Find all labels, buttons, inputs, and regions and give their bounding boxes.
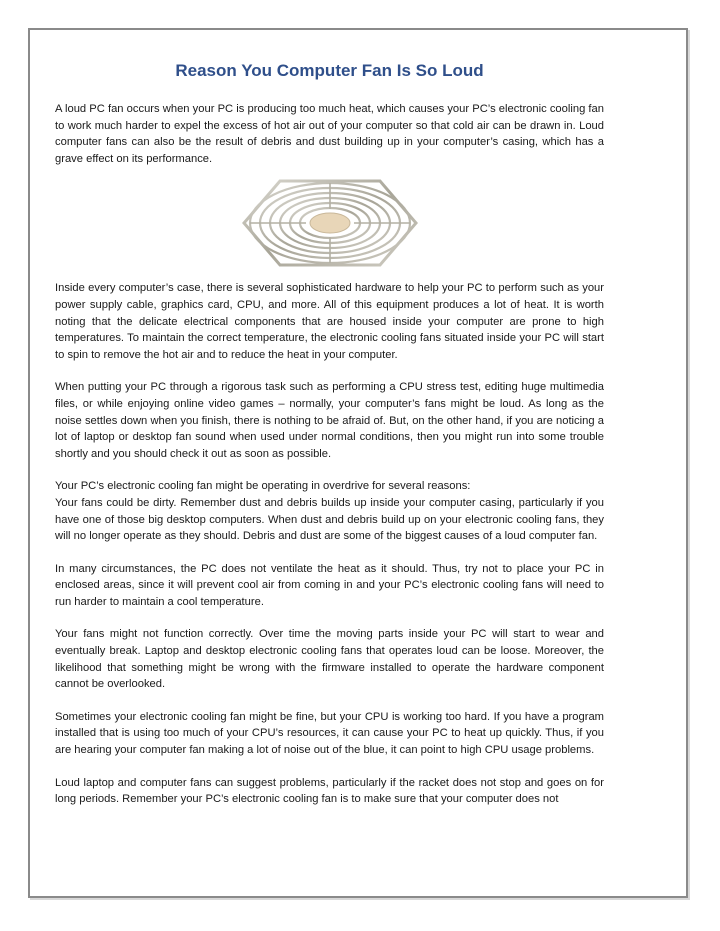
document-body <box>55 60 604 824</box>
paragraph-intro: A loud PC fan occurs when your PC is producing too much heat, which causes your PC’s electronic cooling fan to work much harder to expel the excess of hot air out of your computer so that cold air can be drawn in. Loud computer fans can also be the result of debris and dust building up in your computer’s casing, which has a grave effect on its performance. <box>55 103 604 165</box>
paragraph-rigorous-task: When putting your PC through a rigorous task such as performing a CPU stress test, editing huge multimedia files, or while enjoying online video games – normally, your computer’s fans might be loud. As long as the noise settles down when you finish, there is nothing to be afraid of. But, on the other hand, if you are noticing a lot of laptop or desktop fan sound when used under normal conditions, then you might run into some trouble shortly and you should check it out as soon as possible. <box>55 381 604 460</box>
fan-guard-grill-icon <box>240 177 420 269</box>
paragraph-ventilation: In many circumstances, the PC does not ventilate the heat as it should. Thus, try not to place your PC in enclosed areas, since it will prevent cool air from coming in and your PC’s electronic cooling fans will need to run harder to maintain a cool temperature. <box>55 562 604 608</box>
fan-guard-figure <box>55 177 604 269</box>
page-title: Reason You Computer Fan Is So Loud <box>175 61 484 80</box>
paragraph-reasons-intro: Your PC’s electronic cooling fan might be operating in overdrive for several reasons: <box>55 480 471 493</box>
paragraph-dirty-fans: Your fans could be dirty. Remember dust and debris builds up inside your computer casing, particularly if you have one of those big desktop computers. When dust and debris build up on your electronic cooling fans, they will no longer operate as they should. Debris and dust are some of the biggest causes of a loud computer fan. <box>55 496 604 543</box>
paragraph-malfunction: Your fans might not function correctly. Over time the moving parts inside your PC will start to wear and eventually break. Laptop and desktop electronic cooling fans that operates loud can be loose. Moreover, the likelihood that something might be wrong with the firmware installed to operate the hardware component cannot be overlooked. <box>55 628 604 691</box>
paragraph-conclusion: Loud laptop and computer fans can suggest problems, particularly if the racket does not stop and goes on for long periods. Remember your PC’s electronic cooling fan is to make sure that your computer does not <box>55 776 604 806</box>
paragraph-inside-case: Inside every computer’s case, there is several sophisticated hardware to help your PC to perform such as your power supply cable, graphics card, CPU, and more. All of this equipment produces a lot of heat. It is worth noting that the delicate electrical components that are housed inside your computer are prone to high temperatures. To maintain the correct temperature, the electronic cooling fans situated inside your PC will start to spin to remove the hot air and to reduce the heat in your computer. <box>55 282 604 361</box>
paragraph-cpu-load: Sometimes your electronic cooling fan might be fine, but your CPU is working too hard. If you have a program installed that is using too much of your CPU’s resources, it can cause your PC to heat up quickly. Thus, if you are hearing your computer fan making a lot of noise out of the blue, it can point to high CPU usage problems. <box>55 710 604 757</box>
